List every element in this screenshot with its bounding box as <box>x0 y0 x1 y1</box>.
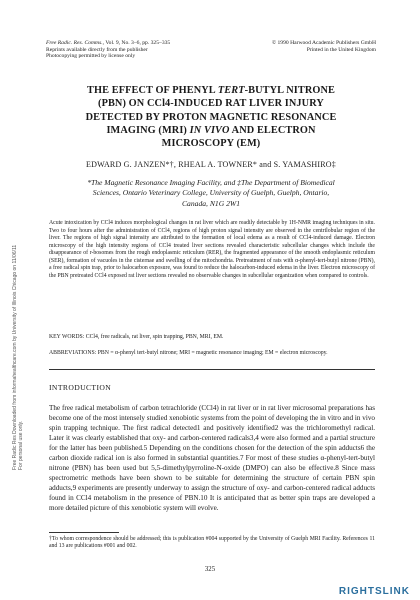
title-line-3: DETECTED BY PROTON MAGNETIC RESONANCE <box>85 111 337 123</box>
page-number: 325 <box>204 566 216 573</box>
reprints-note: Reprints available directly from the publisher <box>46 46 148 53</box>
affiliation <box>58 178 364 209</box>
title-line-1: THE EFFECT OF PHENYL <box>87 85 216 96</box>
section-divider <box>49 369 375 370</box>
abbreviations: ABBREVIATIONS: PBN = α-phenyl tert-butyl nitrone; MRI = magnetic resonance imaging; EM = electron microscopy. <box>49 350 328 356</box>
journal-name: Free Radic. Res. Comms., <box>46 40 105 46</box>
title-line-4-end: AND ELECTRON <box>231 124 316 136</box>
section-heading-introduction: INTRODUCTION <box>49 383 112 392</box>
publisher-header <box>272 40 376 53</box>
introduction-body: The free radical metabolism of carbon tetrachloride (CCl4) in rat liver or in rat liver microsomal preparations has become one of the most intensely studied xenobiotic systems from the point of developing the in vitro and in vivo spin trapping technique. The first radical detected1 and positively identified2 was the trichloromethyl radical. Later it was clearly established that oxy- and carbon-centered radicals3,4 were also formed and a partial structure for the latter has been published.5 Depending on the conditions chosen for the detection of the spin adducts6 the carbon dioxide radical ion is also formed in substantial quantities.7 For most of these studies α-phenyl-tert-butyl nitrone (PBN) has been used but 5,5-dimethylpyrroline-N-oxide (DMPO) can also be effective.8 Since mass spectrometric methods have been shown to be suitable for determining the structure of certain PBN spin adducts,9 experiments are presently underway to assign the structure of oxy- and carbon-centered radical adducts found in CCl4 metabolism in the presence of PBN.10 It is anticipated that as better spin traps are developed a more detailed picture of this xenobiotic system will evolve. <box>49 404 375 512</box>
footnote-rule <box>49 532 119 533</box>
printed-line: Printed in the United Kingdom <box>306 46 376 53</box>
title-line-1-end: -BUTYL NITRONE <box>244 85 335 96</box>
title-line-5: MICROSCOPY (EM) <box>161 138 261 150</box>
download-watermark-line-2: For personal use only. <box>18 420 24 470</box>
title-italic-in-vivo: IN VIVO <box>189 124 230 136</box>
footnote: †To whom correspondence should be addressed; this is publication #004 supported by the University of Guelph MRI Facility. References 11 and 13 are publications #001 and 002. <box>49 536 375 550</box>
journal-header <box>46 40 170 60</box>
download-watermark <box>12 245 24 470</box>
title-line-4: IMAGING (MRI) <box>106 124 187 136</box>
keywords: KEY WORDS: CCl4, free radicals, rat liver, spin trapping, PBN, MRI, EM. <box>49 334 224 340</box>
article-title <box>40 84 382 150</box>
abstract: Acute intoxication by CCl4 induces morphological changes in rat liver which are readily detectable by 1H-NMR imaging techniques in situ. Two to four hours after the administration of CCl4, regions of high proton signal intensity are observed in the centrilobular region of the liver. The regions of high signal intensity are attributed to the formation of local edema as a result of CCl4-induced damage. Electron microscopy of the high intensity regions of CCl4 treated liver sections revealed characteristic subcellular changes which include the disappearance of r-bosomes from the rough endoplasmic reticulum (RER), the fragmented appearance of the smooth endoplasmic reticulum (SER), formation of vacuoles in the cisternae and swelling of the mitochondria. Pretreatment of rats with α-phenyl-tert-butyl nitrone (PBN), a free radical spin trap, prior to halocarbon exposure, was found to reduce the halocarbon-induced edema in the liver. Electron microscopy of the PBN pretreated CCl4 exposed rat liver sections revealed no observable changes in subcellular organization when compared to controls. <box>49 220 375 279</box>
affiliation-line-2: Sciences, Ontario Veterinary College, University of Guelph, Guelph, Ontario, <box>92 188 330 198</box>
author-list: EDWARD G. JANZEN*†, RHEAL A. TOWNER* and S. YAMASHIRO‡ <box>86 160 336 169</box>
download-watermark-line-1: Free Radic Res Downloaded from informahealthcare.com by University of Illinois Chicago on 11/06/11 <box>12 244 18 470</box>
affiliation-line-1: *The Magnetic Resonance Imaging Facility, and ‡The Department of Biomedical <box>87 178 335 187</box>
photocopy-note: Photocopying permitted by license only <box>46 53 136 60</box>
title-italic-tert: TERT <box>217 85 245 96</box>
affiliation-line-3: Canada, N1G 2W1 <box>181 198 240 208</box>
rightslink-logo[interactable]: RIGHTSLINK <box>338 586 410 597</box>
journal-volume: Vol. 9, No. 3–6, pp. 325–335 <box>104 40 171 46</box>
title-line-2: (PBN) ON CCl4-INDUCED RAT LIVER INJURY <box>98 98 324 110</box>
copyright-line: © 1990 Harwood Academic Publishers GmbH <box>271 40 376 46</box>
